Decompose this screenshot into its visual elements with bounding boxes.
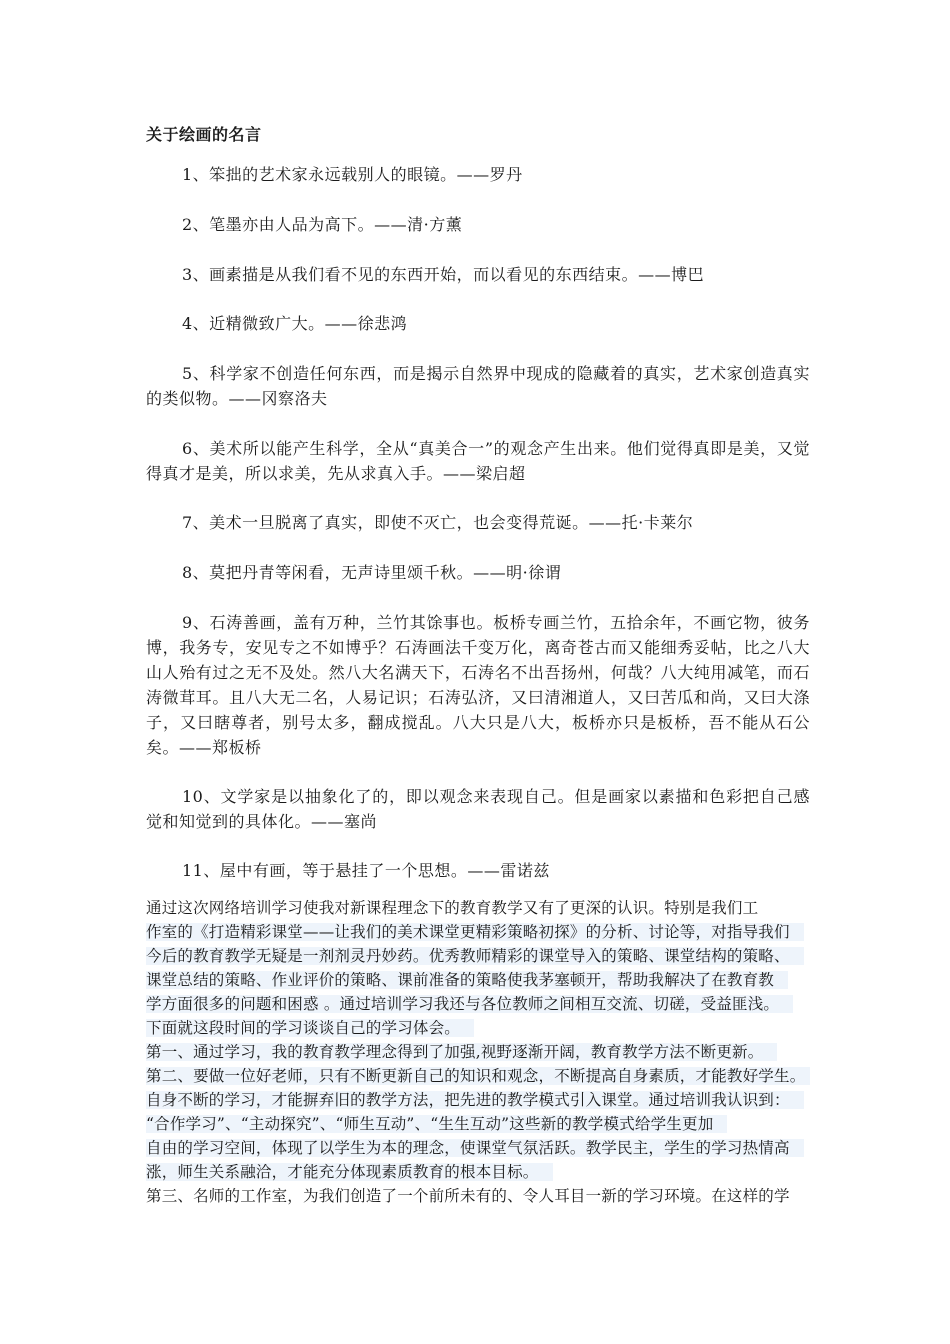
quote-6: 6、美术所以能产生科学，全从“真美合一”的观念产生出来。他们觉得真即是美，又觉得真才是美，所以求美，先从求真入手。——梁启超 (146, 439, 810, 483)
essay-line: 涨，师生关系融洽，才能充分体现素质教育的根本目标。 (146, 1160, 810, 1184)
essay-section (146, 896, 810, 1208)
essay-line: 第三、名师的工作室，为我们创造了一个前所未有的、令人耳目一新的学习环境。在这样的学 (146, 1187, 790, 1205)
quote-11: 11、屋中有画，等于悬挂了一个思想。——雷诺兹 (182, 861, 550, 880)
quote-10: 10、文学家是以抽象化了的，即以观念来表现自己。但是画家以素描和色彩把自己感觉和知觉到的具体化。——塞尚 (146, 787, 810, 831)
essay-line: 第二、要做一位好老师，只有不断更新自己的知识和观念，不断提高自身素质，才能教好学生。 (146, 1064, 810, 1088)
essay-line: 通过这次网络培训学习使我对新课程理念下的教育教学又有了更深的认识。特别是我们工 (146, 899, 759, 917)
quote-1: 1、笨拙的艺术家永远载别人的眼镜。——罗丹 (182, 165, 523, 184)
quote-2: 2、笔墨亦由人品为高下。——清·方薰 (182, 215, 463, 234)
quote-4: 4、近精微致广大。——徐悲鸿 (182, 314, 408, 333)
essay-line: 课堂总结的策略、作业评价的策略、课前准备的策略使我茅塞顿开，帮助我解决了在教育教 (146, 968, 810, 992)
essay-line: 作室的《打造精彩课堂——让我们的美术课堂更精彩策略初探》的分析、讨论等，对指导我们 (146, 920, 810, 944)
quote-5: 5、科学家不创造任何东西，而是揭示自然界中现成的隐藏着的真实，艺术家创造真实的类似物。——冈察洛夫 (146, 364, 810, 408)
quote-8: 8、莫把丹青等闲看，无声诗里颂千秋。——明·徐谓 (182, 563, 562, 582)
essay-line: 自身不断的学习，才能摒弃旧的教学方法，把先进的教学模式引入课堂。通过培训我认识到： (146, 1088, 810, 1112)
essay-line: 自由的学习空间，体现了以学生为本的理念，使课堂气氛活跃。教学民主，学生的学习热情高 (146, 1136, 810, 1160)
essay-line: 第一、通过学习，我的教育教学理念得到了加强,视野逐渐开阔，教育教学方法不断更新。 (146, 1040, 810, 1064)
essay-line: 学方面很多的问题和困惑 。通过培训学习我还与各位教师之间相互交流、切磋，受益匪浅。 (146, 992, 810, 1016)
document-title: 关于绘画的名言 (146, 125, 262, 144)
quote-7: 7、美术一旦脱离了真实，即使不灭亡，也会变得荒诞。——托·卡莱尔 (182, 513, 694, 532)
quote-3: 3、画素描是从我们看不见的东西开始，而以看见的东西结束。——博巴 (182, 265, 705, 284)
essay-line: 下面就这段时间的学习谈谈自己的学习体会。 (146, 1016, 810, 1040)
essay-line: 今后的教育教学无疑是一剂剂灵丹妙药。优秀教师精彩的课堂导入的策略、课堂结构的策略、 (146, 944, 810, 968)
essay-line: “合作学习”、“主动探究”、“师生互动”、“生生互动”这些新的教学模式给学生更加 (146, 1112, 810, 1136)
quote-9: 9、石涛善画，盖有万种，兰竹其馀事也。板桥专画兰竹，五拾余年，不画它物，彼务博，我务专，安见专之不如博乎？石涛画法千变万化，离奇苍古而又能细秀妥帖，比之八大山人殆有过之无不及处。然八大名满天下，石涛名不出吾扬州，何哉？八大纯用减笔，而石涛微茸耳。且八大无二名，人易记识；石涛弘济，又曰清湘道人，又曰苦瓜和尚，又曰大涤子，又曰瞎尊者，别号太多，翻成搅乱。八大只是八大，板桥亦只是板桥，吾不能从石公矣。——郑板桥 (146, 613, 810, 757)
